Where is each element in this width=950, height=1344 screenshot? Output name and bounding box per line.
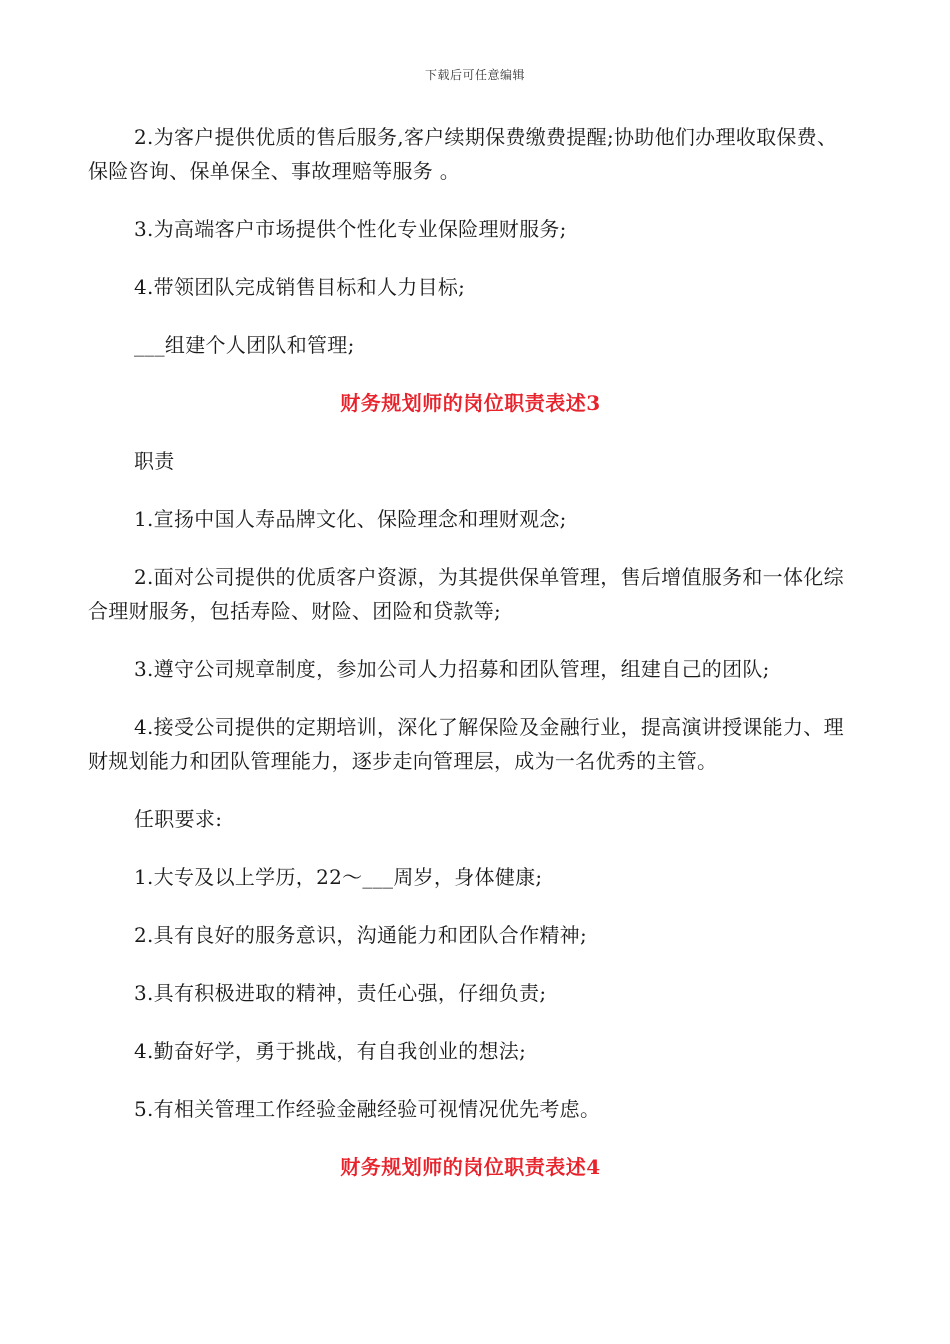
paragraph: 任职要求:	[134, 807, 223, 831]
document-body	[88, 120, 853, 1208]
paragraph: ___组建个人团队和管理;	[134, 333, 355, 357]
header-note: 下载后可任意编辑	[424, 68, 525, 82]
section-heading: 财务规划师的岗位职责表述3	[340, 391, 601, 415]
section-heading: 财务规划师的岗位职责表述4	[340, 1155, 601, 1179]
paragraph: 职责	[134, 449, 175, 473]
paragraph: 3.具有积极进取的精神，责任心强，仔细负责;	[134, 981, 547, 1005]
paragraph: 2.面对公司提供的优质客户资源，为其提供保单管理，售后增值服务和一体化综合理财服务，包括寿险、财险、团险和贷款等;	[88, 565, 844, 623]
paragraph: 4.带领团队完成销售目标和人力目标;	[134, 275, 466, 299]
paragraph: 4.勤奋好学，勇于挑战，有自我创业的想法;	[134, 1039, 527, 1063]
paragraph: 2.为客户提供优质的售后服务,客户续期保费缴费提醒;协助他们办理收取保费、保险咨询、保单保全、事故理赔等服务 。	[88, 125, 838, 183]
paragraph: 4.接受公司提供的定期培训，深化了解保险及金融行业，提高演讲授课能力、理财规划能力和团队管理能力，逐步走向管理层，成为一名优秀的主管。	[88, 715, 844, 773]
paragraph: 3.为高端客户市场提供个性化专业保险理财服务;	[134, 217, 567, 241]
paragraph: 3.遵守公司规章制度，参加公司人力招募和团队管理，组建自己的团队;	[134, 657, 770, 681]
paragraph: 5.有相关管理工作经验金融经验可视情况优先考虑。	[134, 1097, 601, 1121]
paragraph: 1.宣扬中国人寿品牌文化、保险理念和理财观念;	[134, 507, 567, 531]
paragraph: 1.大专及以上学历，22～___周岁，身体健康;	[134, 865, 543, 889]
paragraph: 2.具有良好的服务意识，沟通能力和团队合作精神;	[134, 923, 588, 947]
